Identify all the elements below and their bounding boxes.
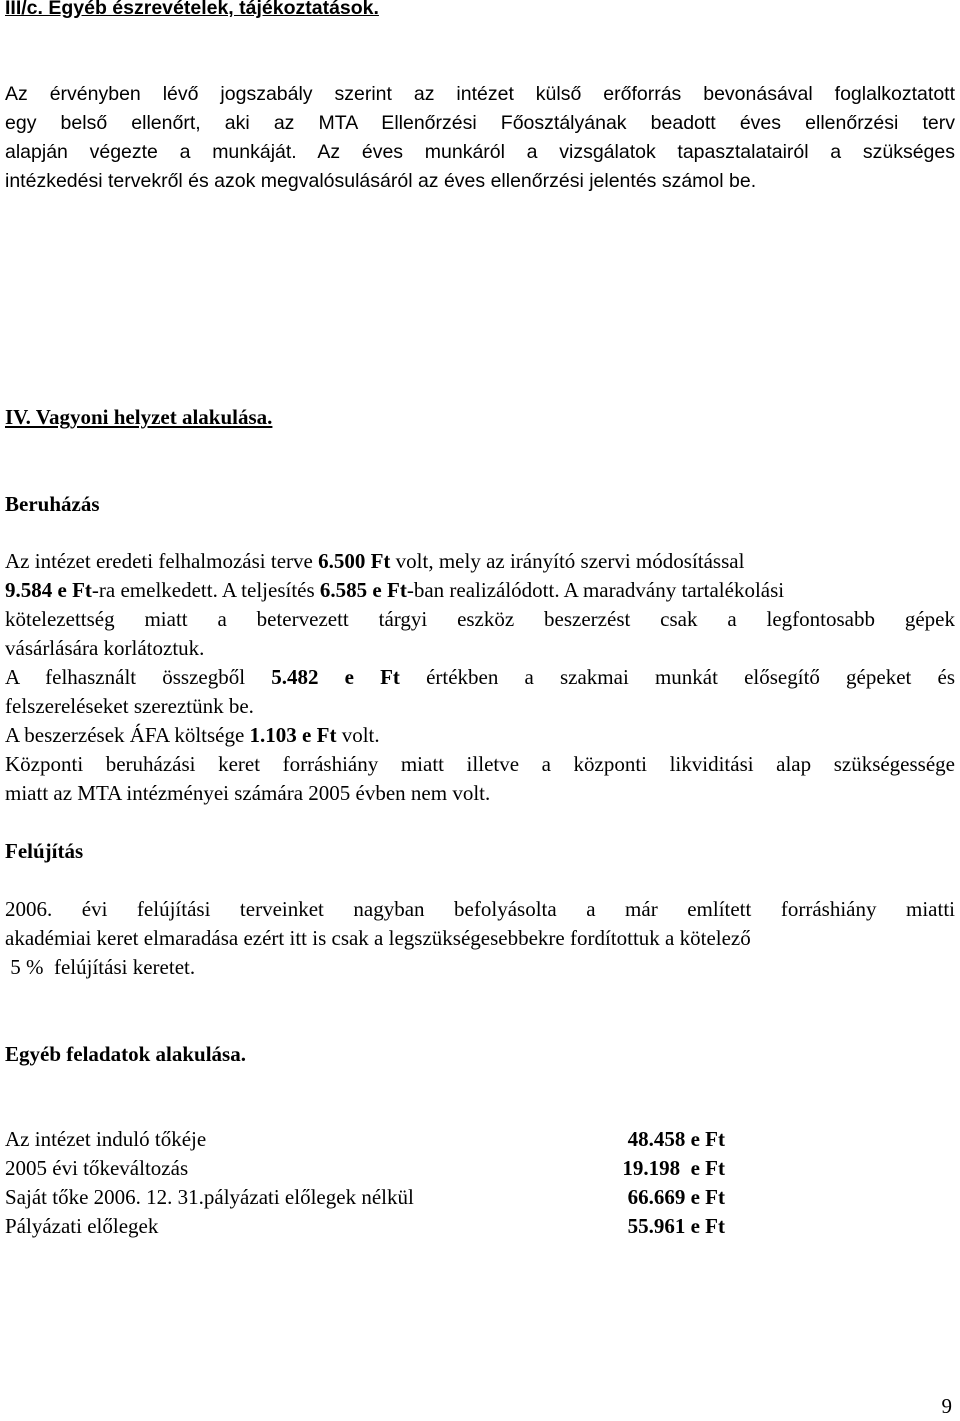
text: értékben a szakmai munkát elősegítő gépeket és [399, 665, 955, 689]
amount: 1.103 e Ft [249, 723, 337, 747]
text: A beszerzések ÁFA költsége [5, 723, 250, 747]
amount: 9.584 e Ft [5, 578, 92, 602]
internal-audit-paragraph [5, 80, 955, 196]
text: volt. [336, 723, 380, 747]
page-number: 9 [941, 1394, 952, 1418]
paragraph-line: kötelezettség miatt a betervezett tárgyi eszköz beszerzést csak a legfontosabb gépek [5, 607, 955, 631]
beruhazas-paragraph-4 [5, 750, 955, 808]
capital-row [5, 1183, 725, 1212]
paragraph-line: Központi beruházási keret forráshiány miatt illetve a központi likviditási alap szükségessége [5, 752, 955, 776]
text: volt, mely az irányító szervi módosítással [390, 549, 745, 573]
row-value: 55.961 e Ft [627, 1214, 725, 1238]
paragraph-line: egy belső ellenőrt, aki az MTA Ellenőrzési Főosztályának beadott éves ellenőrzési terv [5, 112, 955, 134]
text: A felhasznált összegből [5, 665, 272, 689]
paragraph-line: intézkedési tervekről és azok megvalósulásáról az éves ellenőrzési jelentés számol be. [5, 170, 757, 192]
paragraph-line: 5 % felújítási keretet. [5, 955, 196, 979]
amount: 6.500 Ft [318, 549, 391, 573]
beruhazas-heading: Beruházás [5, 492, 100, 516]
paragraph-line: alapján végezte a munkáját. Az éves munkáról a vizsgálatok tapasztalatairól a szükséges [5, 141, 955, 163]
felujitas-paragraph [5, 895, 955, 982]
egyeb-heading: Egyéb feladatok alakulása. [5, 1042, 246, 1066]
paragraph-line: miatt az MTA intézményei számára 2005 évben nem volt. [5, 781, 491, 805]
text: Az intézet eredeti felhalmozási terve [5, 549, 319, 573]
paragraph-line: Az érvényben lévő jogszabály szerint az intézet külső erőforrás bevonásával foglalkoztatott [5, 83, 955, 105]
row-value: 19.198 e Ft [622, 1156, 725, 1180]
capital-row [5, 1125, 725, 1154]
beruhazas-paragraph-3 [5, 721, 955, 750]
capital-row [5, 1154, 725, 1183]
row-label: Az intézet induló tőkéje [5, 1127, 207, 1151]
capital-row [5, 1212, 725, 1241]
paragraph-line: vásárlására korlátoztuk. [5, 636, 205, 660]
row-label: Pályázati előlegek [5, 1214, 159, 1238]
paragraph-line: 2006. évi felújítási terveinket nagyban befolyásolta a már említett forráshiány miatti [5, 897, 955, 921]
row-label: Saját tőke 2006. 12. 31.pályázati előlegek nélkül [5, 1185, 414, 1209]
amount: 5.482 e Ft [271, 665, 400, 689]
paragraph-line [5, 547, 955, 576]
beruhazas-paragraph-2 [5, 663, 955, 721]
paragraph-line [5, 576, 955, 605]
amount: 6.585 e Ft [319, 578, 407, 602]
text: -ban realizálódott. A maradvány tartalékolási [406, 578, 785, 602]
paragraph-line [5, 721, 955, 750]
text: -ra emelkedett. A teljesítés [91, 578, 320, 602]
row-value: 66.669 e Ft [627, 1185, 725, 1209]
row-label: 2005 évi tőkeváltozás [5, 1156, 189, 1180]
beruhazas-paragraph-1 [5, 547, 955, 663]
row-value: 48.458 e Ft [627, 1127, 725, 1151]
paragraph-line [5, 663, 955, 692]
felujitas-heading: Felújítás [5, 839, 84, 863]
paragraph-line: akadémiai keret elmaradása ezért itt is csak a legszükségesebbekre fordítottuk a kötelező [5, 926, 751, 950]
section-heading-3c: III/c. Egyéb észrevételek, tájékoztatások. [5, 0, 379, 19]
section-heading-4: IV. Vagyoni helyzet alakulása. [5, 405, 273, 429]
paragraph-line: felszereléseket szereztünk be. [5, 694, 254, 718]
